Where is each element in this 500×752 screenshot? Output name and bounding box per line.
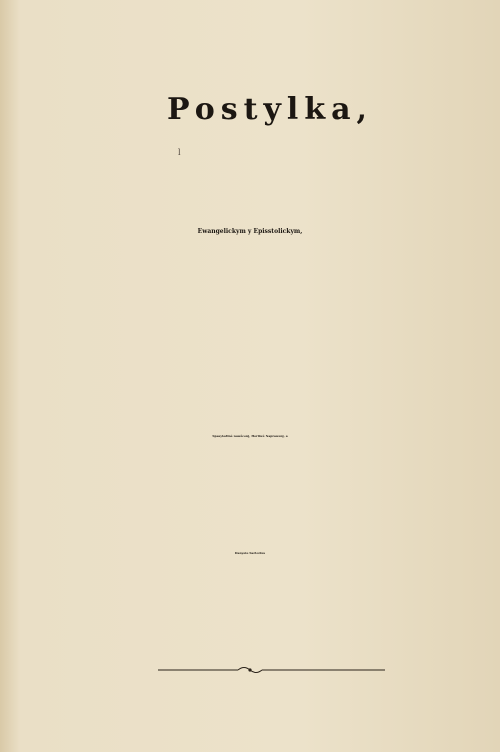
main-title: Postylka, (166, 92, 373, 127)
ornamental-rule (0, 665, 500, 675)
subtitle-line-4: Ewangelickym y Episstolickym, (197, 228, 303, 235)
pencil-mark: l (178, 148, 181, 157)
author-name: Danyele Sartorius (234, 551, 266, 555)
subtitle-line-12: Spasytedlné nawěcenj, Horliwé Naprawenj, a (212, 434, 288, 438)
